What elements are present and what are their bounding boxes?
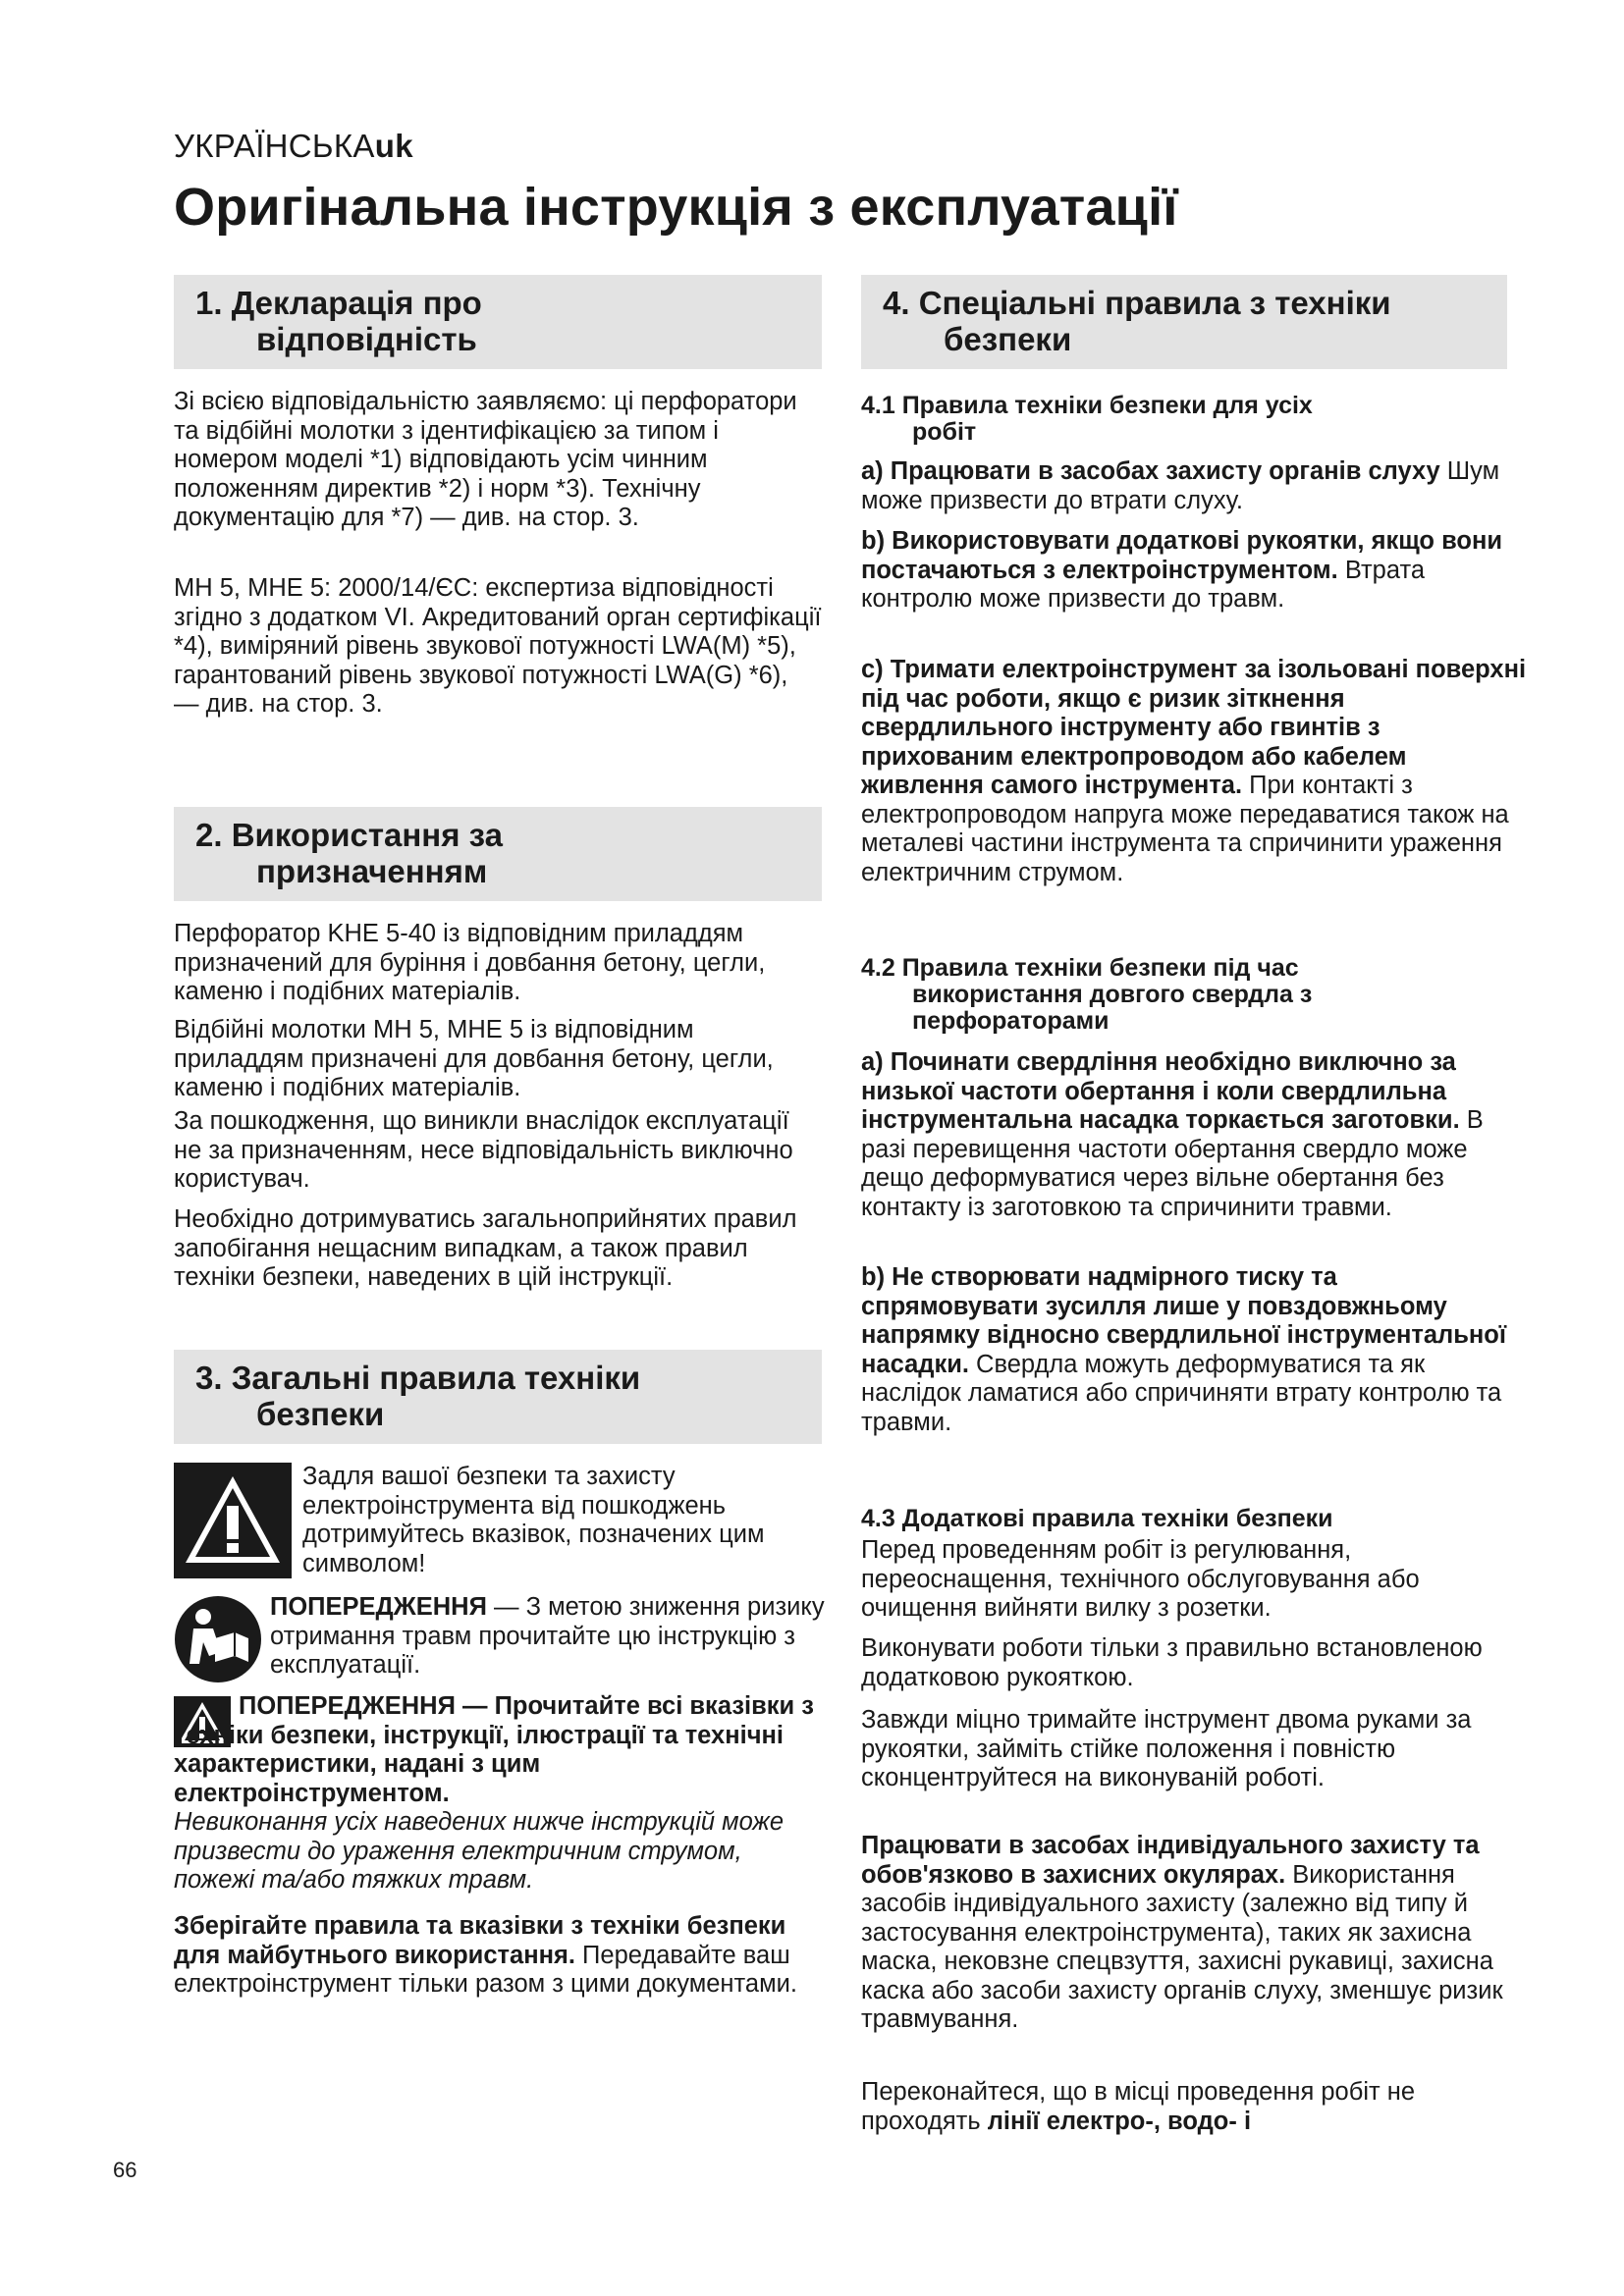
subsection-4-3-heading: 4.3 Додаткові правила техніки безпеки: [861, 1505, 1333, 1532]
section-2-heading: 2. Використання за призначенням: [174, 807, 822, 901]
page-number: 66: [113, 2158, 137, 2182]
s1-paragraph-1: Зі всією відповідальністю заявляємо: ці перфоратори та відбійні молотки з ідентифікацією за типом і номером моделі *1) відповідають усім чинним положенням директив *2) і норм *3). Технічну документацію для *7) — див. на стор. 3.: [174, 388, 797, 531]
rule-4-3-p2: Виконувати роботи тільки з правильно встановленою додатковою рукояткою.: [861, 1634, 1483, 1691]
s2-paragraph-4: Необхідно дотримуватись загальноприйнятих правил запобігання нещасним випадкам, а також правил техніки безпеки, наведених в цій інструкції.: [174, 1205, 797, 1291]
language-label: УКРАЇНСЬКАuk: [174, 128, 413, 164]
rule-4-2-a: a) Починати свердління необхідно виключно за низької частоти обертання і коли свердлильна інструментальна насадка торкається заготовки. В разі перевищення частоти обертання свердло може дещо деформуватися через вільне обертання без контакту із заготовкою та спричинити травми.: [861, 1048, 1484, 1221]
rule-4-3-p4: Працювати в засобах індивідуального захисту та обов'язково в захисних окулярах. Використання засобів індивідуального захисту (залежно від типу й застосування електроінструмента), таких як захисна маска, нековзне спецвзуття, захисні рукавиці, захисна каска або засоби захисту органів слуху, зменшує ризик травмування.: [861, 1832, 1503, 2033]
warning-symbol-icon: [174, 1463, 292, 1578]
s1-paragraph-2: MH 5, MHE 5: 2000/14/ЄС: експертиза відповідності згідно з додатком VI. Акредитований орган сертифікації *4), виміряний рівень звукової потужності LWA(M) *5), гарантований рівень звукової потужності LWA(G) *6), — див. на стор. 3.: [174, 574, 822, 718]
read-manual-icon: [174, 1595, 262, 1683]
subsection-4-2-heading: 4.2 Правила техніки безпеки під час використання довгого свердла з перфораторами: [861, 954, 1313, 1035]
s2-paragraph-3: За пошкодження, що виникли внаслідок експлуатації не за призначенням, несе відповідальність виключно користувач.: [174, 1107, 793, 1193]
warning-read-all: ПОПЕРЕДЖЕННЯ — Прочитайте всі вказівки з техніки безпеки, інструкції, ілюстрації та технічні характеристики, надані з цим електроінструментом. Невиконання усіх наведених нижче інструкцій може призвести до ураження електричним струмом, пожежі та/або тяжких травм.: [174, 1692, 814, 1894]
section-1-heading: 1. Декларація про відповідність: [174, 275, 822, 369]
subsection-4-1-heading: 4.1 Правила техніки безпеки для усіх робіт: [861, 392, 1313, 446]
page-title: Оригінальна інструкція з експлуатації: [174, 178, 1178, 237]
rule-4-1-a: a) Працювати в засобах захисту органів слуху Шум може призвести до втрати слуху.: [861, 457, 1500, 514]
rule-4-1-b: b) Використовувати додаткові рукоятки, якщо вони постачаються з електроінструментом. Втрата контролю може призвести до травм.: [861, 527, 1503, 613]
warning-read-manual: ПОПЕРЕДЖЕННЯ — З метою зниження ризику отримання травм прочитайте цю інструкцію з експлуатації.: [270, 1593, 825, 1679]
rule-4-3-p1: Перед проведенням робіт із регулювання, переоснащення, технічного обслуговування або очищення вийняти вилку з розетки.: [861, 1536, 1420, 1622]
rule-4-3-p3: Завжди міцно тримайте інструмент двома руками за рукоятки, займіть стійке положення і повністю сконцентруйтеся на виконуваній роботі.: [861, 1706, 1472, 1791]
section-3-heading: 3. Загальні правила техніки безпеки: [174, 1350, 822, 1444]
safety-symbol-text: Задля вашої безпеки та захисту електроінструмента від пошкоджень дотримуйтесь вказівок, позначених цим символом!: [302, 1463, 765, 1577]
section-4-heading: 4. Спеціальні правила з техніки безпеки: [861, 275, 1507, 369]
rule-4-3-p5: Переконайтеся, що в місці проведення робіт не проходять лінії електро-, водо- і: [861, 2078, 1416, 2135]
rule-4-2-b: b) Не створювати надмірного тиску та спрямовувати зусилля лише у повздовжньому напрямку відносно свердлильної інструментальної насадки. Свердла можуть деформуватися та як наслідок ламатися або спричиняти втрату контролю та травми.: [861, 1263, 1507, 1436]
s2-paragraph-1: Перфоратор KHE 5-40 із відповідним приладдям призначений для буріння і довбання бетону, цегли, каменю і подібних матеріалів.: [174, 920, 766, 1005]
keep-instructions: Зберігайте правила та вказівки з техніки безпеки для майбутнього використання. Передавайте ваш електроінструмент тільки разом з цими документами.: [174, 1912, 797, 1998]
s2-paragraph-2: Відбійні молотки MH 5, MHE 5 із відповідним приладдям призначені для довбання бетону, цегли, каменю і подібних матеріалів.: [174, 1016, 774, 1101]
rule-4-1-c: c) Тримати електроінструмент за ізольовані поверхні під час роботи, якщо є ризик зіткнення свердлильного інструменту або гвинтів з прихованим електропроводом або кабелем живлення самого інструмента. При контакті з електропроводом напруга може передаватися також на металеві частини інструмента та спричинити ураження електричним струмом.: [861, 656, 1527, 886]
